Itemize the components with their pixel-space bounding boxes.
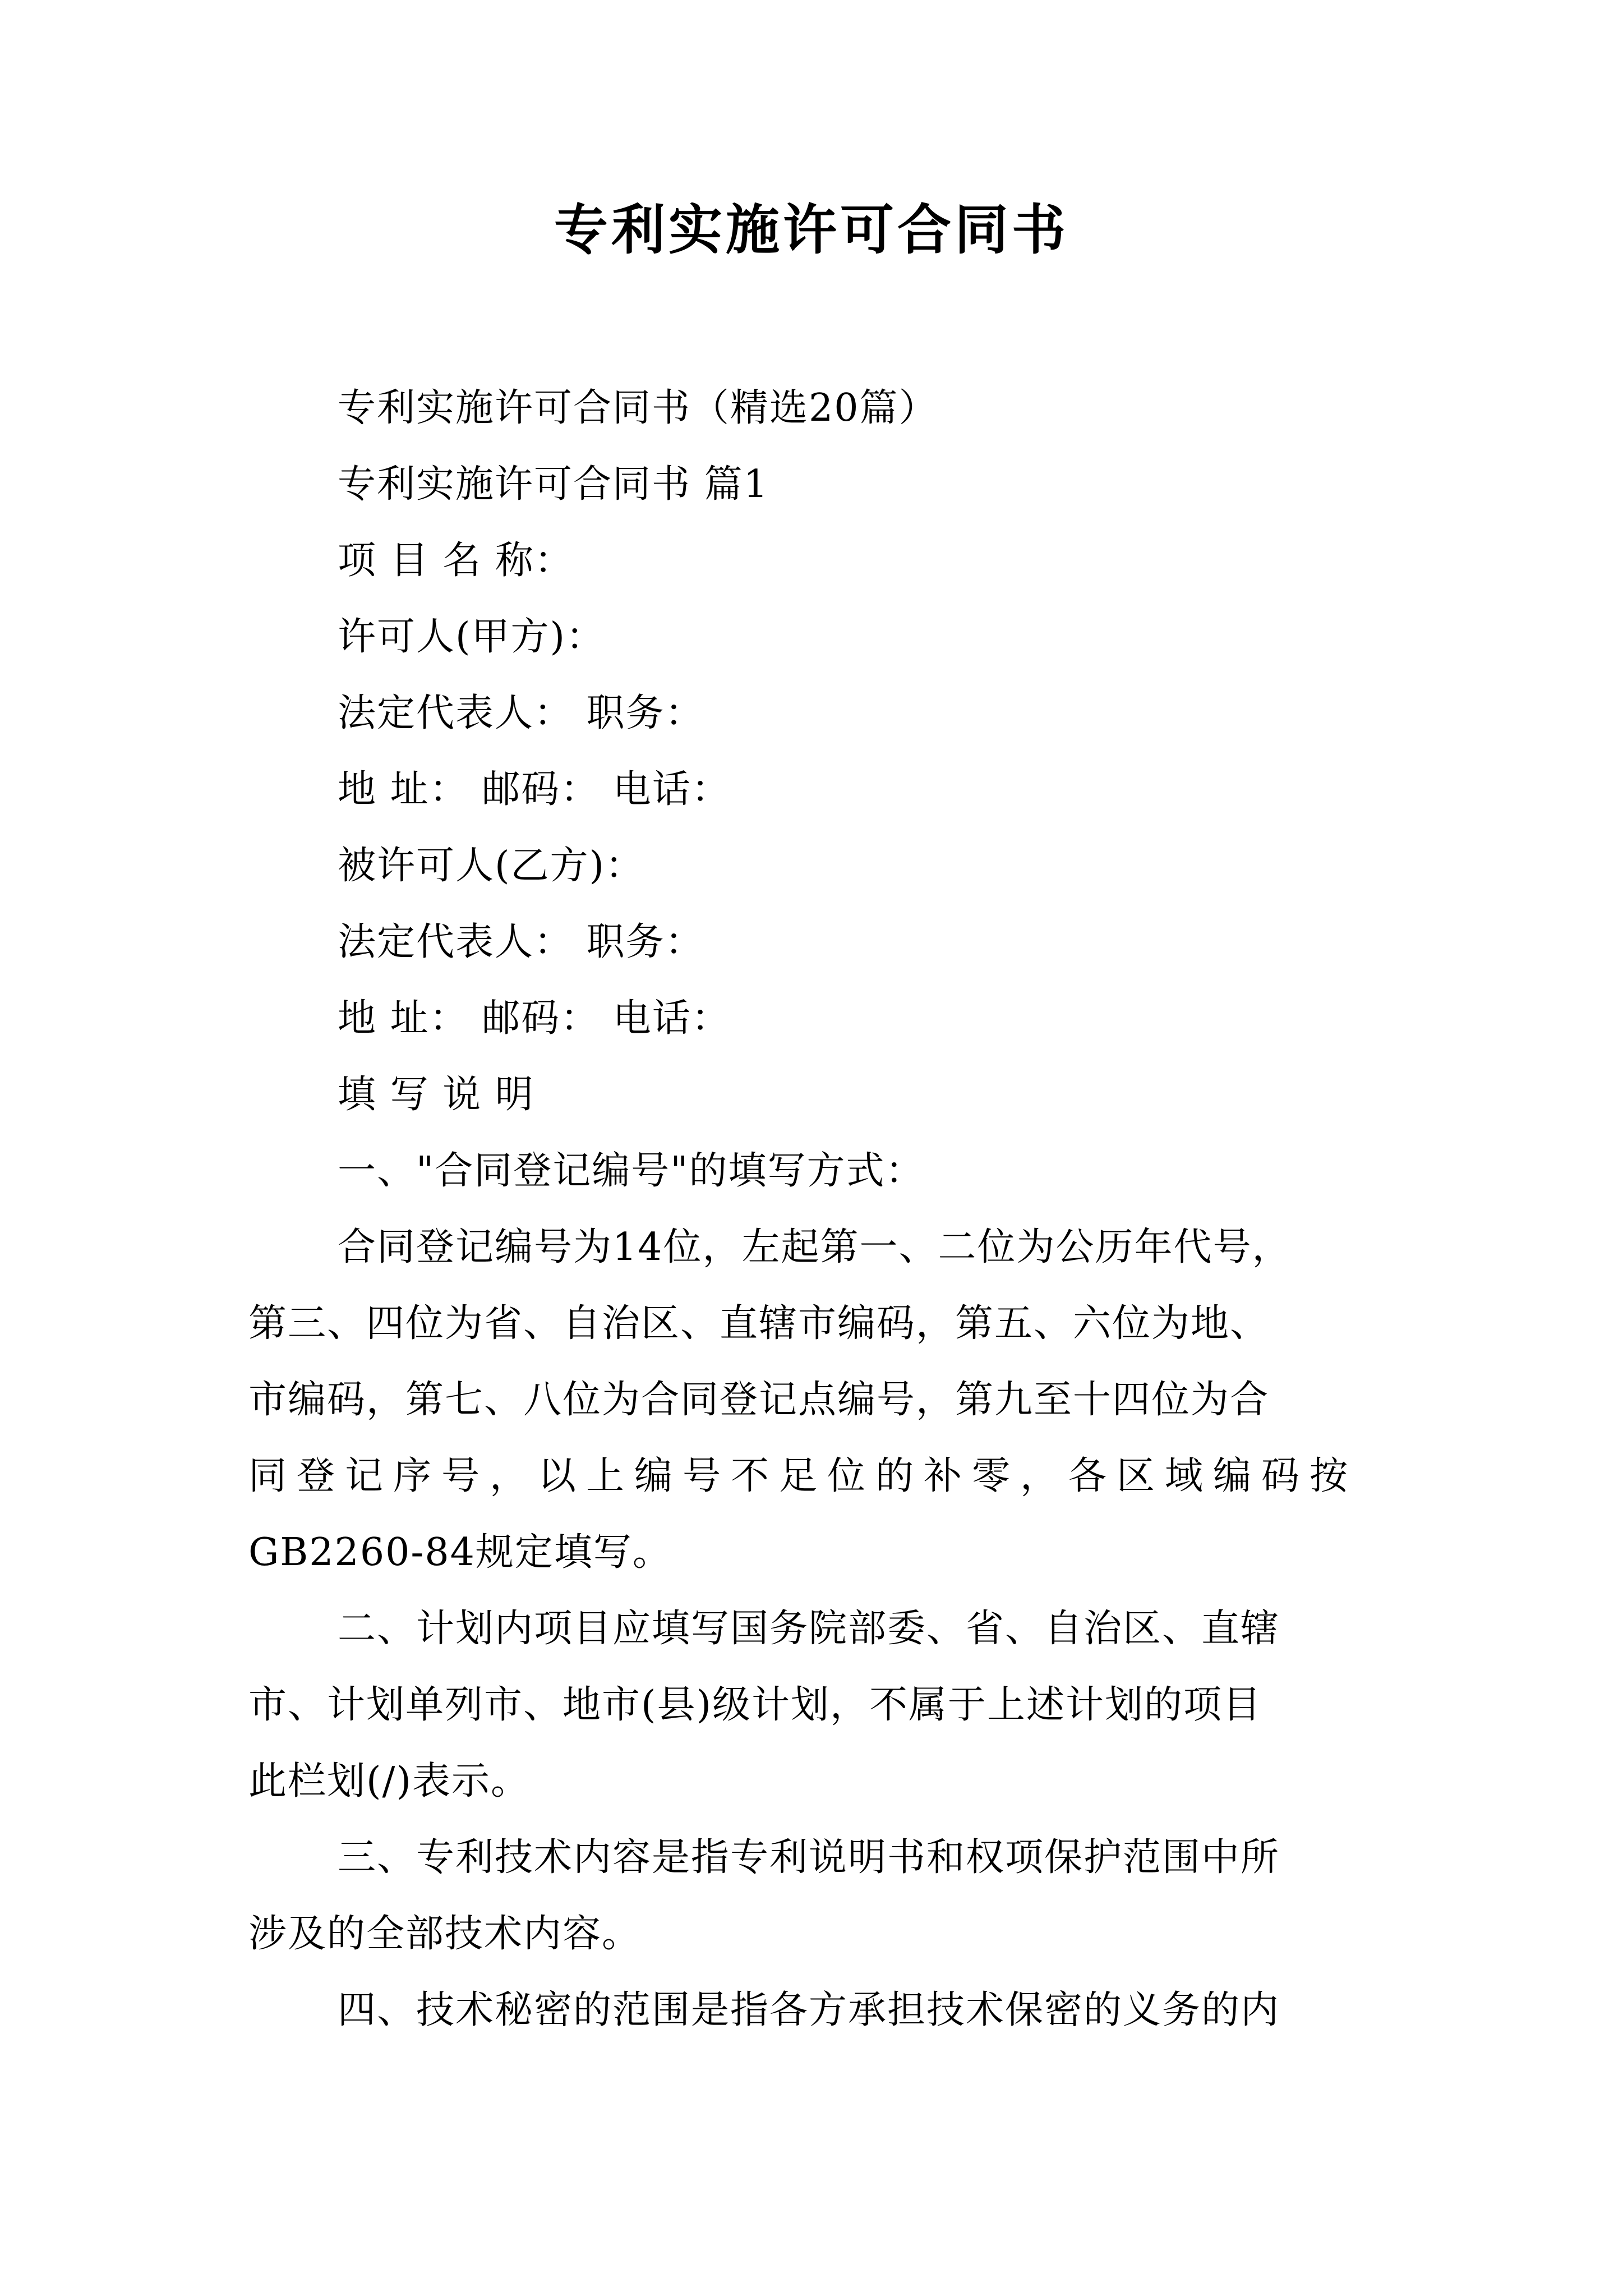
article-heading: 专利实施许可合同书 篇1: [338, 462, 769, 507]
instructions-heading: 填 写 说 明: [338, 1073, 534, 1117]
collection-heading: 专利实施许可合同书（精选20篇）: [338, 386, 938, 430]
licensee-field: 被许可人(乙方)：: [338, 844, 645, 888]
paragraph-line: 三、专利技术内容是指专利说明书和权项保护范围中所: [338, 1835, 1280, 1880]
paragraph-line: 涉及的全部技术内容。: [248, 1912, 642, 1956]
licensor-address-field: 地 址： 邮码： 电话：: [338, 767, 731, 812]
licensee-address-field: 地 址： 邮码： 电话：: [338, 996, 731, 1041]
licensor-representative-field: 法定代表人： 职务：: [338, 691, 704, 735]
paragraph-line: 四、技术秘密的范围是指各方承担技术保密的义务的内: [338, 1988, 1280, 2032]
paragraph-line: 同登记序号，以上编号不足位的补零，各区域编码按: [248, 1454, 1358, 1498]
paragraph-line: 合同登记编号为14位，左起第一、二位为公历年代号，: [338, 1225, 1292, 1269]
paragraph-line: GB2260-84规定填写。: [248, 1530, 672, 1575]
licensor-field: 许可人(甲方)：: [338, 615, 606, 659]
document-body: [248, 370, 1376, 2049]
paragraph-line: 市、计划单列市、地市(县)级计划，不属于上述计划的项目: [248, 1683, 1262, 1727]
instruction-1-heading: 一、"合同登记编号"的填写方式：: [338, 1149, 925, 1193]
paragraph-line: 二、计划内项目应填写国务院部委、省、自治区、直辖: [338, 1607, 1280, 1651]
paragraph-line: 此栏划(/)表示。: [248, 1759, 530, 1803]
paragraph-line: 第三、四位为省、自治区、直辖市编码，第五、六位为地、: [248, 1301, 1270, 1346]
document-title: 专利实施许可合同书: [554, 198, 1069, 261]
project-name-field: 项 目 名 称：: [338, 539, 574, 583]
paragraph-line: 市编码，第七、八位为合同登记点编号，第九至十四位为合: [248, 1378, 1270, 1422]
licensee-representative-field: 法定代表人： 职务：: [338, 920, 704, 964]
